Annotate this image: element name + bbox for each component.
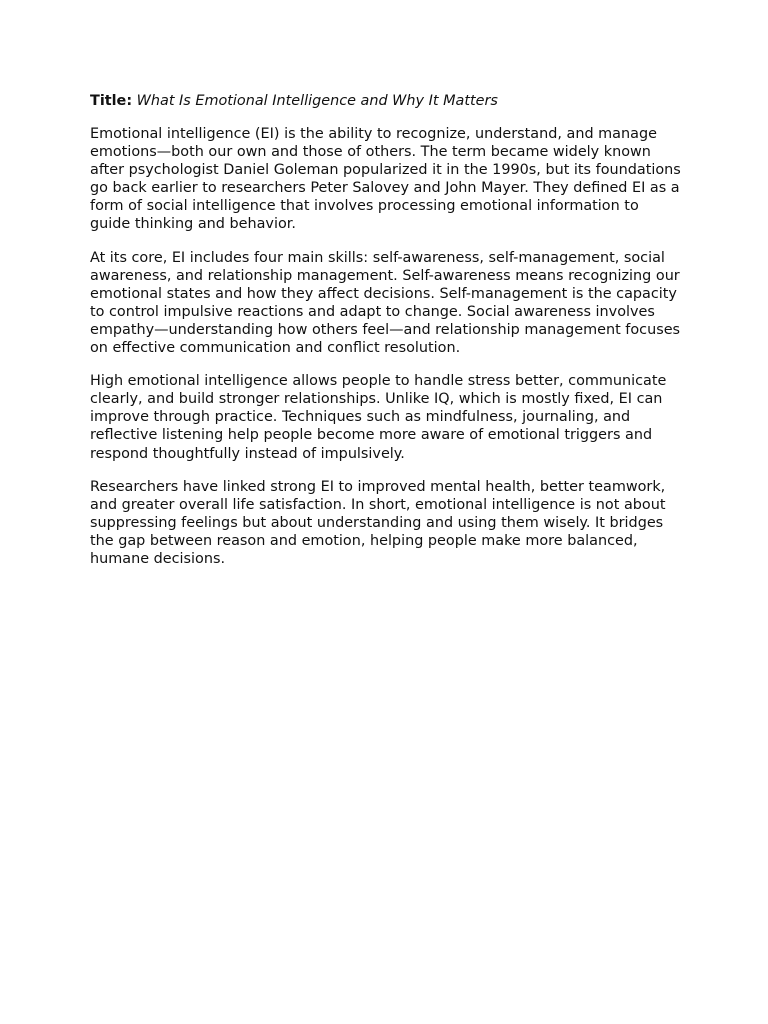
paragraph-conclusion: Researchers have linked strong EI to improved mental health, better teamwork, and greater overall life satisfaction. In short, emotional intelligence is not about suppressing feelings but about understanding and using them wisely. It bridges the gap between reason and emotion, helping people make more balanced, humane decisions. [90,478,666,567]
title-label: Title: [90,93,133,109]
title-text: What Is Emotional Intelligence and Why It Matters [136,93,498,109]
document-body [90,91,682,583]
document-title [90,91,682,112]
paragraph-core-skills: At its core, EI includes four main skills: self-awareness, self-management, social awareness, and relationship management. Self-awareness means recognizing our emotional states and how they affect decisions. Self-management is the capacity to control impulsive reactions and adapt to change. Social awareness involves empathy—understanding how others feel—and relationship management focuses on effective communication and conflict resolution. [90,249,681,357]
paragraph-definition: Emotional intelligence (EI) is the ability to recognize, understand, and manage emotions—both our own and those of others. The term became widely known after psychologist Daniel Goleman popularized it in the 1990s, but its foundations go back earlier to researchers Peter Salovey and John Mayer. They defined EI as a form of social intelligence that involves processing emotional information to guide thinking and behavior. [90,126,681,233]
paragraph-benefits: High emotional intelligence allows people to handle stress better, communicate clearly, and build stronger relationships. Unlike IQ, which is mostly fixed, EI can improve through practice. Techniques such as mindfulness, journaling, and reflective listening help people become more aware of emotional triggers and respond thoughtfully instead of impulsively. [90,373,667,462]
